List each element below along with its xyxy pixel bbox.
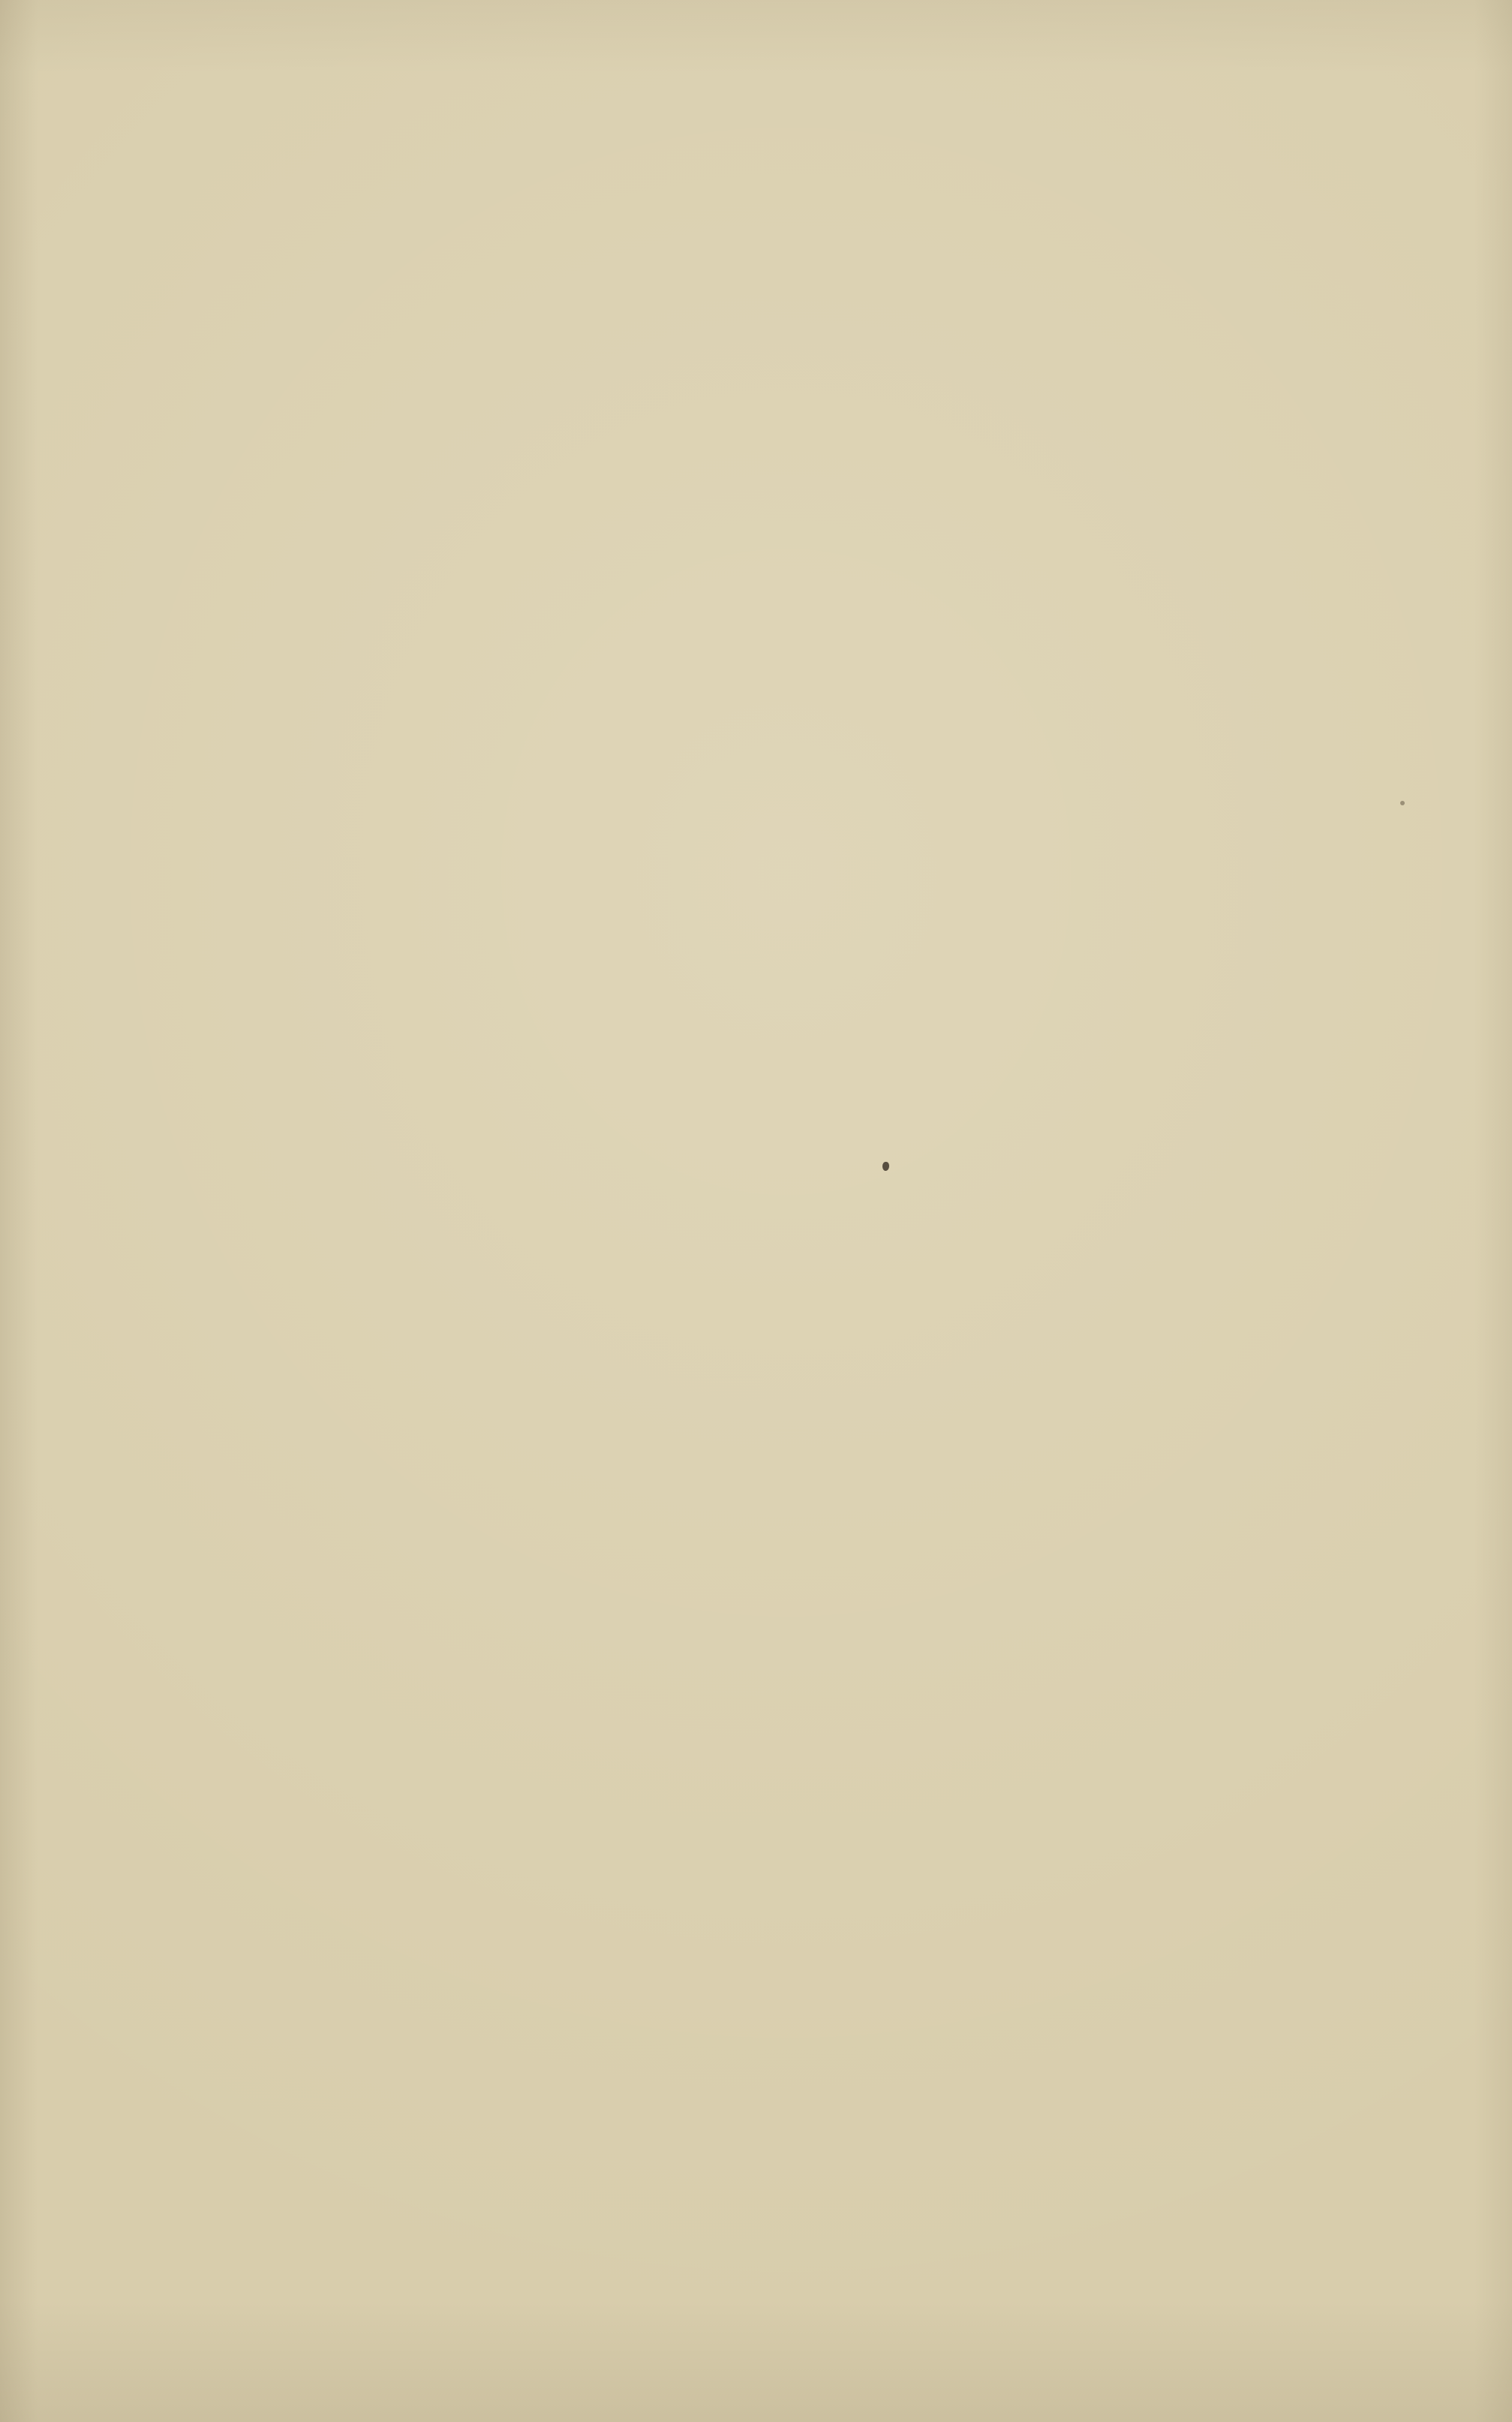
paper-fleck (1400, 801, 1405, 805)
ink-blot (882, 1162, 889, 1171)
